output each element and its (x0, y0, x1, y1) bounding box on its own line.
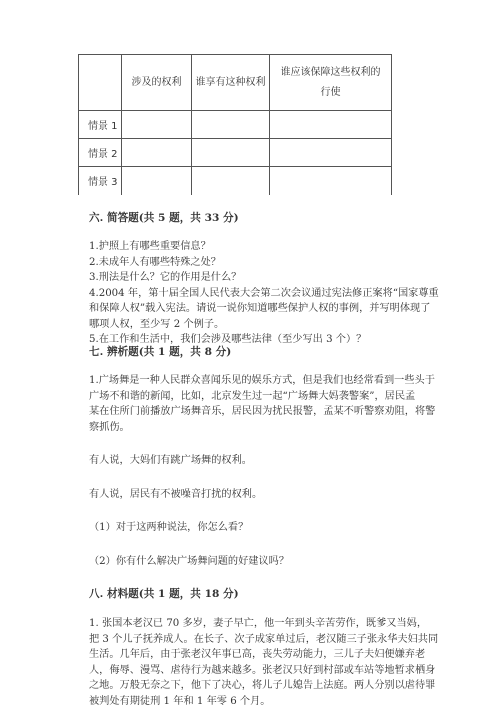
question-line: 和保障人权”载入宪法。请说一说你知道哪些保护人权的事例，并写明体现了 (89, 301, 429, 317)
paragraph-line: 1.广场舞是一种人民群众喜闻乐见的娱乐方式，但是我们也经常看到一些头于 (89, 373, 429, 389)
section-material (89, 586, 429, 709)
section-title: 八. 材料题(共 1 题，共 18 分) (89, 586, 429, 602)
table-header-empty (79, 55, 122, 111)
table-cell (270, 167, 392, 195)
table-row (79, 139, 392, 167)
scenario-label: 情景 3 (79, 167, 122, 195)
paragraph-line: 把 3 个儿子抚养成人。在长子、次子成家单过后，老汉随三子张永华夫妇共同 (89, 632, 429, 648)
question-line: 3.刑法是什么？它的作用是什么？ (89, 270, 429, 286)
rights-table (78, 54, 392, 195)
table-cell (192, 111, 270, 139)
sub-question: （2）你有什么解决广场舞问题的好建议吗？ (89, 554, 429, 570)
material-paragraph (89, 616, 429, 709)
paragraph-line: 1. 张国本老汉已 70 多岁，妻子早亡，他一年到头辛苦劳作，既爹又当妈， (89, 616, 429, 632)
section-title: 六. 简答题(共 5 题，共 33 分) (89, 210, 429, 226)
section-title: 七. 辨析题(共 1 题，共 8 分) (89, 344, 429, 360)
opinion-line: 有人说，大妈们有跳广场舞的权利。 (89, 453, 429, 469)
table-header-who-protects-line1: 谁应该保障这些权利的 (270, 65, 391, 81)
table-header-rights: 涉及的权利 (122, 55, 192, 111)
paragraph-line: 之地。万般无奈之下，他下了决心，将儿子儿媳告上法庭。两人分别以虐待罪 (89, 678, 429, 694)
paragraph-line: 广场不和谐的新闻，比如，北京发生过一起“广场舞大妈袭警案”，居民孟 (89, 389, 429, 405)
question-line: 哪项人权，至少写 2 个例子。 (89, 317, 429, 333)
table-cell (192, 139, 270, 167)
table-cell (270, 111, 392, 139)
table-cell (192, 167, 270, 195)
section-short-answer (89, 210, 429, 348)
paragraph-line: 人，侮辱、漫骂、虐待行为越来越多。张老汉只好到村部或车站等地暂求栖身 (89, 663, 429, 679)
paragraph-line: 某在住所门前播放广场舞音乐，居民因为扰民报警，孟某不听警察劝阻，将警 (89, 404, 429, 420)
table-header-who-protects-line2: 行使 (270, 85, 391, 101)
section-analysis (89, 344, 429, 569)
table-row (79, 111, 392, 139)
question-line: 2.未成年人有哪些特殊之处？ (89, 255, 429, 271)
paragraph-line: 被判处有期徒刑 1 年和 1 年零 6 个月。 (89, 694, 429, 709)
table-cell (122, 139, 192, 167)
scenario-label: 情景 2 (79, 139, 122, 167)
table-header-row (79, 55, 392, 111)
table-cell (122, 167, 192, 195)
scenario-label: 情景 1 (79, 111, 122, 139)
question-line: 4.2004 年，第十届全国人民代表大会第二次会议通过宪法修正案将“国家尊重 (89, 286, 429, 302)
table-cell (270, 139, 392, 167)
sub-question: （1）对于这两种说法，你怎么看？ (89, 520, 429, 536)
paragraph-line: 察抓伤。 (89, 420, 429, 436)
paragraph-line: 生活。几年后，由于张老汉年事已高，丧失劳动能力，三儿子夫妇便嫌弃老 (89, 647, 429, 663)
opinion-line: 有人说，居民有不被噪音打扰的权利。 (89, 487, 429, 503)
question-list (89, 239, 429, 348)
analysis-paragraph (89, 373, 429, 435)
table-row (79, 167, 392, 195)
table-header-who-has: 谁享有这种权利 (192, 55, 270, 111)
question-line: 1.护照上有哪些重要信息？ (89, 239, 429, 255)
question-line: 5.在工作和生活中，我们会涉及哪些法律（至少写出 3 个）？ (89, 332, 429, 348)
table-cell (122, 111, 192, 139)
table-header-who-protects (270, 55, 392, 111)
